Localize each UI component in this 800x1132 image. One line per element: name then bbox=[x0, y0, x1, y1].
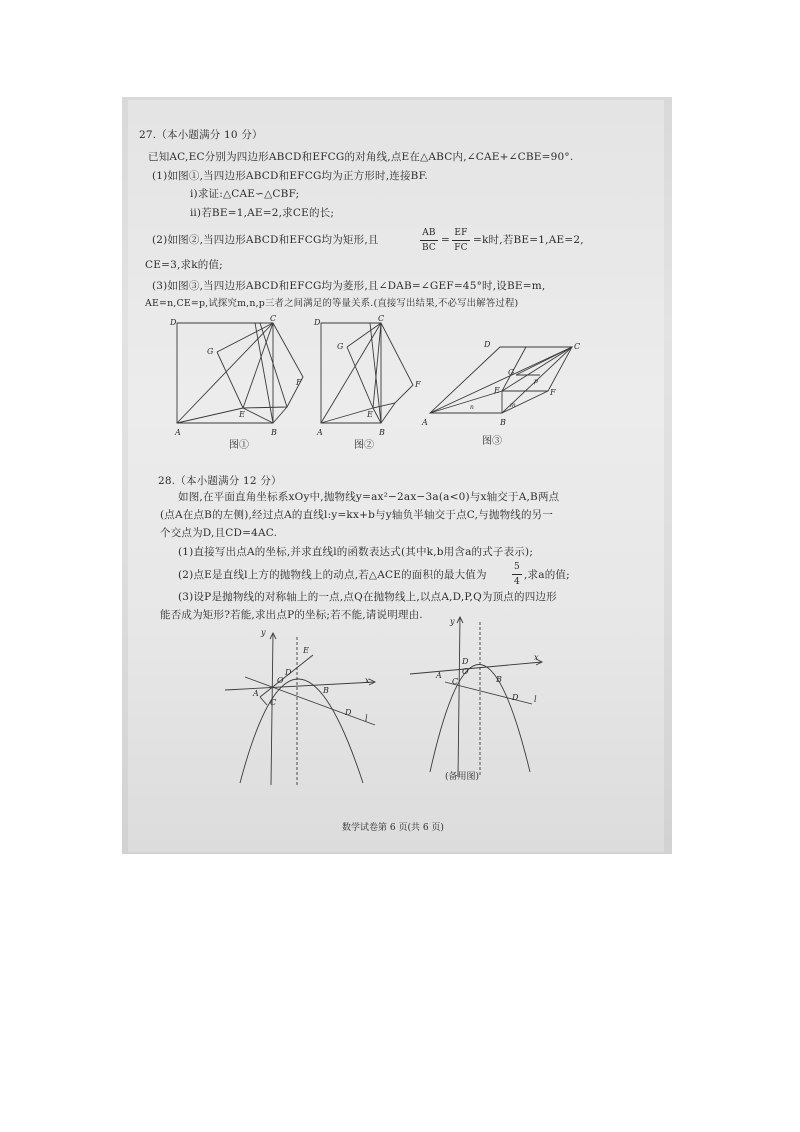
q27-header: 27.（本小题满分 10 分） bbox=[139, 129, 263, 141]
svg-text:E: E bbox=[239, 410, 245, 419]
svg-text:G: G bbox=[337, 342, 344, 351]
q28-line1: 如图,在平面直角坐标系xOy中,抛物线y=ax²−2ax−3a(a<0)与x轴交于A,B两点 bbox=[178, 491, 560, 503]
line-l bbox=[245, 677, 375, 725]
q27-part1-i: ⅰ)求证:△CAE∽△CBF; bbox=[190, 188, 300, 200]
page-footer: 数学试卷第 6 页(共 6 页) bbox=[342, 823, 444, 833]
svg-text:A: A bbox=[317, 428, 323, 437]
svg-text:l: l bbox=[534, 695, 537, 704]
svg-text:E: E bbox=[367, 410, 373, 419]
q28-part3-b: 能否成为矩形?若能,求出点P的坐标;若不能,请说明理由. bbox=[160, 609, 423, 621]
q27-intro: 已知AC,EC分别为四边形ABCD和EFCG的对角线,点E在△ABC内,∠CAE+∠CBE=90°. bbox=[148, 151, 574, 163]
svg-text:O: O bbox=[277, 676, 284, 685]
figure-2-caption: 图② bbox=[354, 440, 374, 451]
svg-text:m: m bbox=[510, 402, 516, 409]
svg-text:F: F bbox=[296, 378, 302, 387]
figure-3-caption: 图③ bbox=[482, 436, 502, 447]
svg-text:D: D bbox=[345, 708, 352, 717]
q27-part1-ii: ⅱ)若BE=1,AE=2,求CE的长; bbox=[190, 207, 335, 219]
q28-part2-a: (2)点E是直线l上方的抛物线上的动点,若△ACE的面积的最大值为 bbox=[178, 569, 487, 581]
svg-text:F: F bbox=[415, 380, 421, 389]
svg-text:B: B bbox=[496, 675, 502, 684]
svg-text:D: D bbox=[285, 668, 292, 677]
rectangle-efcg bbox=[373, 323, 413, 408]
svg-text:B: B bbox=[379, 428, 385, 437]
svg-text:C: C bbox=[270, 314, 277, 323]
backup-figure-caption: (备用图) bbox=[445, 772, 480, 782]
svg-text:C: C bbox=[270, 698, 277, 707]
q27-part3-b: AE=n,CE=p,试探究m,n,p三者之间满足的等量关系.(直接写出结果,不必写出解答过程) bbox=[145, 298, 519, 309]
svg-text:B: B bbox=[323, 686, 329, 695]
q27-part2-b: =k时,若BE=1,AE=2, bbox=[473, 234, 584, 246]
svg-text:F: F bbox=[550, 388, 556, 397]
q28-header: 28.（本小题满分 12 分） bbox=[158, 475, 282, 487]
svg-text:C: C bbox=[452, 677, 459, 686]
svg-text:D: D bbox=[484, 340, 491, 349]
x-axis bbox=[225, 682, 375, 690]
y-axis bbox=[271, 633, 273, 785]
svg-text:G: G bbox=[508, 368, 515, 377]
q27-frac1-den: BC bbox=[421, 243, 437, 253]
svg-text:C: C bbox=[574, 342, 581, 351]
figure-3-rhombus bbox=[420, 335, 585, 435]
svg-text:E: E bbox=[303, 646, 309, 655]
svg-text:B: B bbox=[500, 418, 506, 427]
svg-text:D: D bbox=[314, 318, 321, 327]
q28-part1: (1)直接写出点A的坐标,并求直线l的函数表达式(其中k,b用含a的式子表示); bbox=[178, 546, 534, 558]
q28-line3: 个交点为D,且CD=4AC. bbox=[160, 527, 278, 539]
q27-frac2-den: FC bbox=[454, 243, 468, 253]
q27-part2-a: (2)如图②,当四边形ABCD和EFCG均为矩形,且 bbox=[152, 234, 379, 246]
svg-text:D: D bbox=[170, 318, 177, 327]
backup-y-axis bbox=[458, 617, 460, 777]
svg-text:B: B bbox=[271, 428, 277, 437]
svg-text:y: y bbox=[450, 617, 455, 626]
figure-2-rectangle bbox=[315, 315, 425, 450]
q27-frac1-num: AB bbox=[422, 228, 436, 238]
svg-text:A: A bbox=[436, 671, 442, 680]
q27-frac2-num: EF bbox=[454, 228, 468, 238]
svg-text:O: O bbox=[462, 667, 469, 676]
svg-text:A: A bbox=[253, 689, 259, 698]
q28-figure-backup bbox=[400, 612, 550, 782]
svg-text:n: n bbox=[470, 404, 474, 411]
q27-part1: (1)如图①,当四边形ABCD和EFCG均为正方形时,连接BF. bbox=[152, 170, 428, 182]
svg-text:D: D bbox=[462, 657, 469, 666]
q28-frac-num: 5 bbox=[514, 562, 520, 572]
q27-part3-a: (3)如图③,当四边形ABCD和EFCG均为菱形,且∠DAB=∠GEF=45°时,设BE=m, bbox=[152, 280, 546, 292]
svg-text:E: E bbox=[494, 386, 500, 395]
svg-text:l: l bbox=[365, 714, 368, 723]
svg-text:x: x bbox=[534, 653, 539, 662]
svg-text:A: A bbox=[175, 428, 181, 437]
q28-figure-main bbox=[215, 625, 385, 790]
svg-text:p: p bbox=[534, 378, 538, 385]
svg-text:y: y bbox=[261, 628, 266, 637]
q27-part2-c: CE=3,求k的值; bbox=[145, 259, 223, 271]
q27-frac-eq: = bbox=[441, 234, 450, 246]
svg-text:A: A bbox=[422, 418, 428, 427]
svg-text:D: D bbox=[512, 693, 519, 702]
svg-text:G: G bbox=[207, 347, 214, 356]
backup-x-axis bbox=[410, 662, 542, 674]
figure-1-square bbox=[165, 315, 310, 450]
svg-text:C: C bbox=[378, 314, 385, 323]
q28-part2-b: ,求a的值; bbox=[524, 569, 570, 581]
q28-part3-a: (3)设P是抛物线的对称轴上的一点,点Q在抛物线上,以点A,D,P,Q为顶点的四边形 bbox=[178, 591, 557, 603]
svg-text:x: x bbox=[365, 676, 370, 685]
q28-frac-den: 4 bbox=[514, 577, 520, 587]
figure-1-caption: 图① bbox=[229, 440, 249, 451]
q28-line2: (点A在点B的左侧),经过点A的直线l:y=kx+b与y轴负半轴交于点C,与抛物线的另一 bbox=[160, 509, 554, 521]
